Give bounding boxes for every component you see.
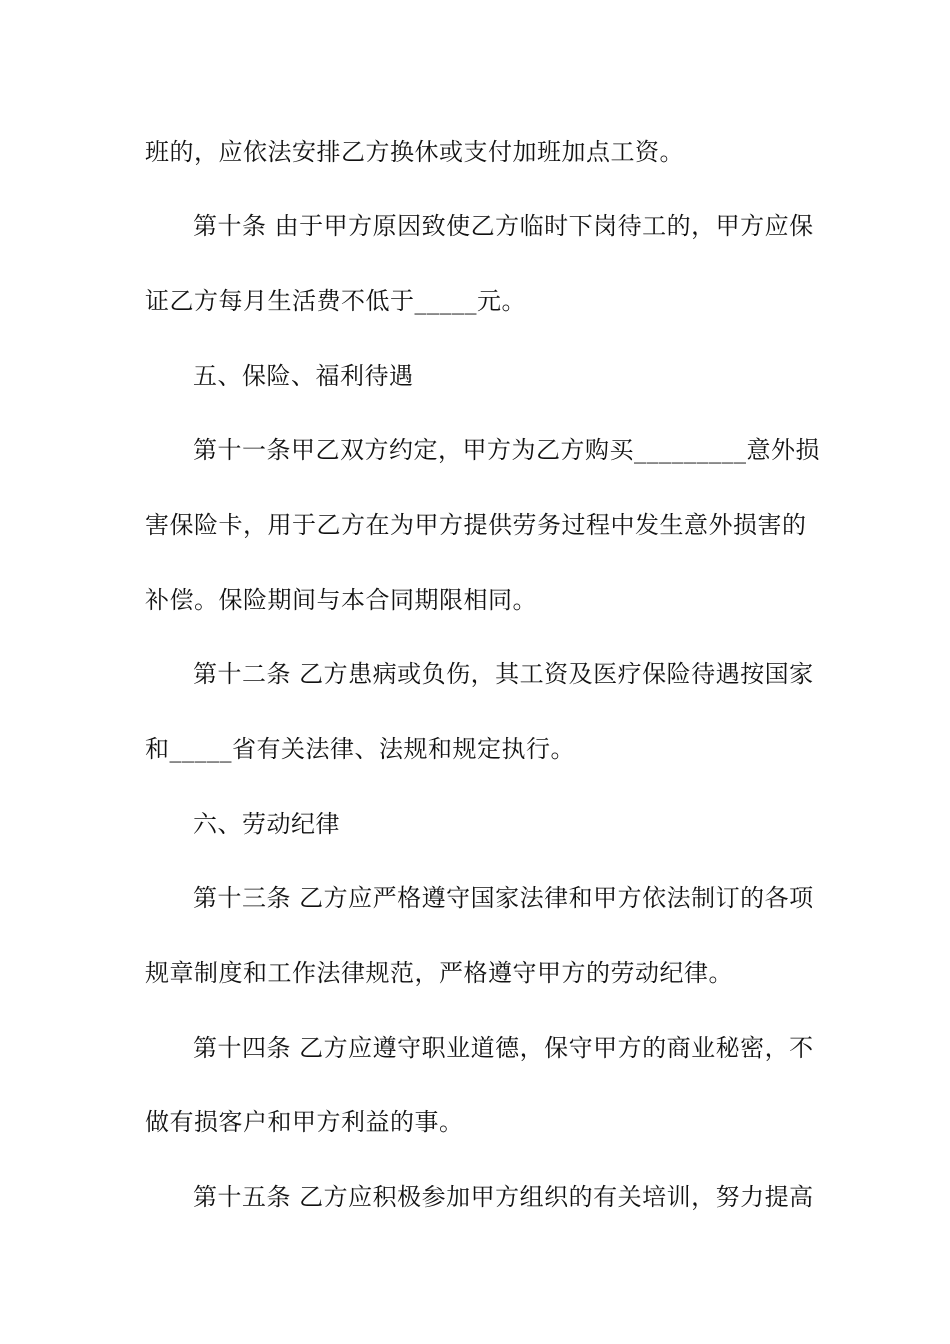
text-line: 规章制度和工作法律规范，严格遵守甲方的劳动纪律。 [145, 959, 733, 987]
article-12-line: 第十二条 乙方患病或负伤，其工资及医疗保险待遇按国家 [193, 660, 814, 688]
text-line: 班的，应依法安排乙方换休或支付加班加点工资。 [145, 138, 684, 166]
text-line: 证乙方每月生活费不低于_____元。 [145, 287, 526, 315]
text-line: 害保险卡，用于乙方在为甲方提供劳务过程中发生意外损害的 [145, 511, 807, 539]
article-11-line: 第十一条甲乙双方约定，甲方为乙方购买_________意外损 [193, 436, 820, 464]
article-15-line: 第十五条 乙方应积极参加甲方组织的有关培训，努力提高 [193, 1183, 814, 1211]
text-line: 和_____省有关法律、法规和规定执行。 [145, 735, 575, 763]
article-14-line: 第十四条 乙方应遵守职业道德，保守甲方的商业秘密，不 [193, 1034, 814, 1062]
article-13-line: 第十三条 乙方应严格遵守国家法律和甲方依法制订的各项 [193, 884, 814, 912]
text-line: 做有损客户和甲方利益的事。 [145, 1108, 464, 1136]
section-heading-insurance: 五、保险、福利待遇 [193, 362, 414, 390]
section-heading-discipline: 六、劳动纪律 [193, 810, 340, 838]
text-line: 补偿。保险期间与本合同期限相同。 [145, 586, 537, 614]
article-10-line: 第十条 由于甲方原因致使乙方临时下岗待工的，甲方应保 [193, 212, 814, 240]
